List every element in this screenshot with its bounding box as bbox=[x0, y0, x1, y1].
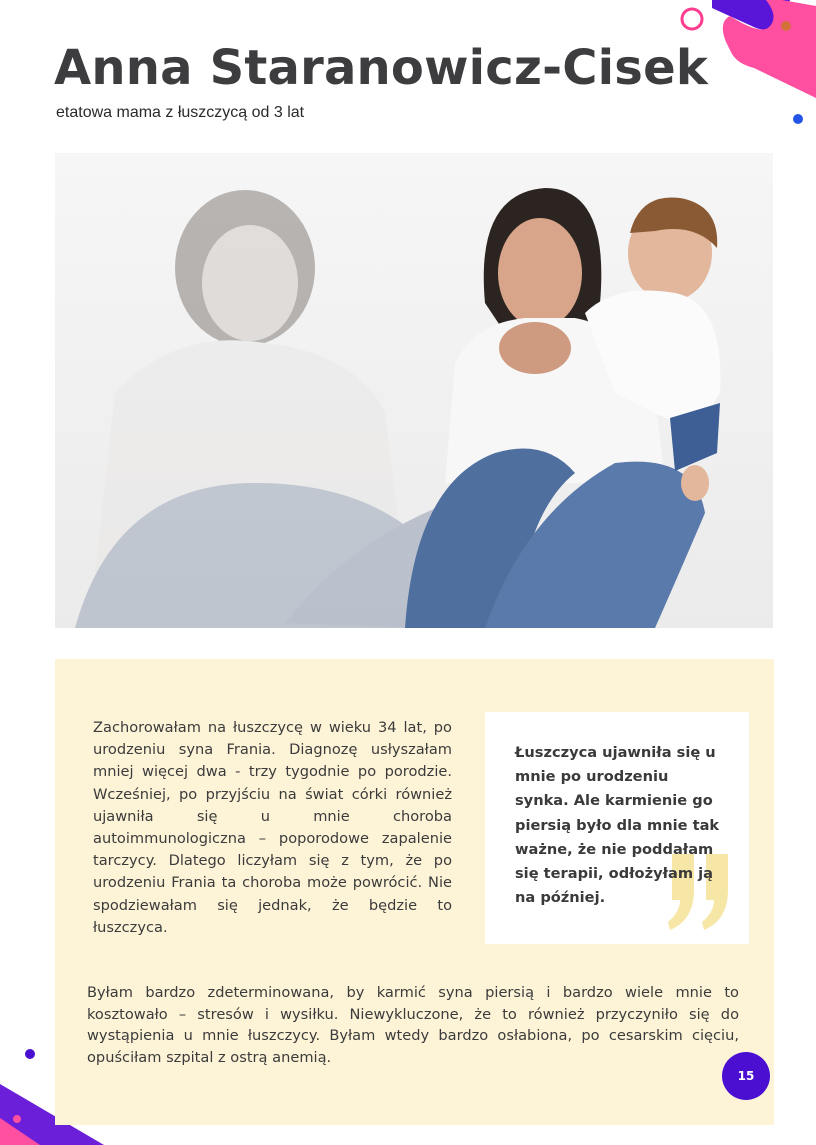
pink-ring-shape bbox=[682, 9, 702, 29]
person-subtitle: etatowa mama z łuszczycą od 3 lat bbox=[56, 104, 305, 121]
blue-dot-shape bbox=[793, 114, 803, 124]
pink-dot-shape bbox=[13, 1115, 21, 1123]
second-paragraph: Byłam bardzo zdeterminowana, by karmić syna piersią i bardzo wiele mnie to kosztowało – stresów i wysiłku. Niewykluczone, że to również przyczyniło się do wystąpienia u mnie łuszczycy. Byłam wtedy bardzo osłabiona, po cesarskim cięciu, opuściłam szpital z ostrą anemią. bbox=[87, 984, 739, 1066]
page-number-badge bbox=[722, 1052, 770, 1100]
intro-paragraph: Zachorowałam na łuszczycę w wieku 34 lat, po urodzeniu syna Frania. Diagnozę usłyszałam mniej więcej dwa - trzy tygodnie po porodzie. Wcześniej, po przyjściu na świat córki również ujawniła się u mnie choroba autoimmunologiczna – poporodowe zapalenie tarczycy. Dlatego liczyłam się z tym, że po urodzeniu Frania ta choroba może powrócić. Nie spodziewałam się jednak, że będzie to łuszczyca. bbox=[93, 719, 452, 936]
purple-dot-shape bbox=[25, 1049, 35, 1059]
portrait-photo bbox=[55, 153, 773, 628]
pull-quote-text: Łuszczyca ujawniła się u mnie po urodzeniu synka. Ale karmienie go piersią było dla mnie tak ważne, że nie poddałam się terapii, odłożyłam ją na później. bbox=[515, 744, 720, 907]
person-name-title: Anna Staranowicz-Cisek bbox=[54, 40, 708, 96]
page-number: 15 bbox=[737, 1069, 755, 1083]
orange-dot-shape bbox=[781, 21, 791, 31]
